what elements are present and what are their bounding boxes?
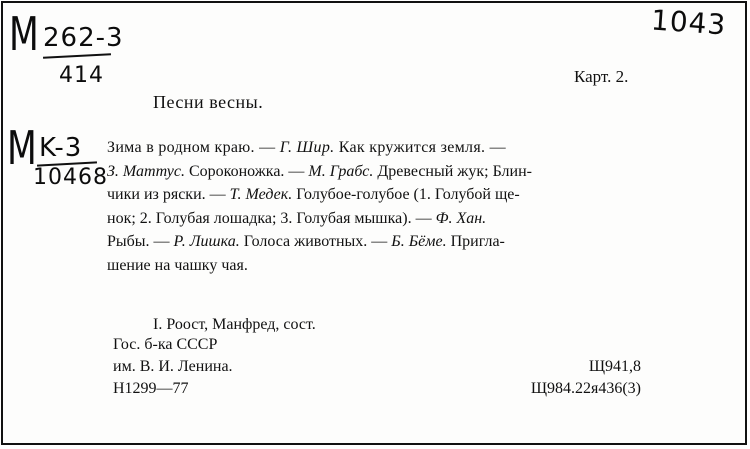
author-name: Б. Бёме.	[391, 233, 447, 250]
author-name: М. Грабс.	[308, 162, 374, 180]
catalog-card	[1, 1, 747, 445]
classification-code: Щ941,8	[588, 358, 641, 375]
compiler-line: I. Роост, Манфред, сост.	[153, 316, 316, 333]
shelfmark-rule-top	[43, 53, 111, 59]
contents-line: чики из ряски. — Т. Медек. Голубое-голубое (1. Голубой ще-	[107, 186, 520, 203]
contents-line: нок; 2. Голубая лошадка; 3. Голубая мышка). — Ф. Хан.	[107, 209, 487, 227]
author-name: З. Маттус.	[107, 162, 185, 180]
library-name: Гос. б-ка СССР	[113, 336, 218, 353]
author-name: Р. Лишка.	[173, 233, 240, 250]
author-name: Т. Медек.	[229, 186, 293, 203]
library-name-cont: им. В. И. Ленина.	[113, 358, 233, 375]
card-label: Карт. 2.	[574, 67, 629, 86]
shelfmark-number-top: 262-3	[43, 23, 124, 53]
contents-line: З. Маттус. Сороконожка. — М. Грабс. Древесный жук; Блин-	[107, 162, 532, 180]
shelfmark-sub-top: 414	[59, 63, 104, 88]
shelfmark-letter-second: M	[7, 121, 37, 175]
classification-code: Щ984.22я436(3)	[530, 380, 641, 397]
book-title: Песни весны.	[153, 92, 264, 112]
shelfmark-letter-top: M	[9, 7, 39, 61]
shelfmark-number-second: K-3	[39, 133, 83, 163]
shelfmark-sub-second: 10468	[33, 165, 108, 190]
author-name: Г. Шир.	[279, 139, 335, 156]
contents-line: шение на чашку чая.	[107, 256, 248, 274]
classification-codes	[531, 356, 641, 400]
card-number: Н1299—77	[113, 380, 189, 397]
library-block	[113, 334, 233, 400]
contents-line: Рыбы. — Р. Лишка. Голоса животных. — Б. Бёме. Пригла-	[107, 233, 505, 250]
contents-line: Зима в родном краю. — Г. Шир. Как кружится земля. —	[107, 139, 506, 156]
contents-block	[107, 136, 532, 277]
author-name: Ф. Хан.	[435, 209, 487, 227]
inventory-number: 1043	[649, 3, 728, 42]
